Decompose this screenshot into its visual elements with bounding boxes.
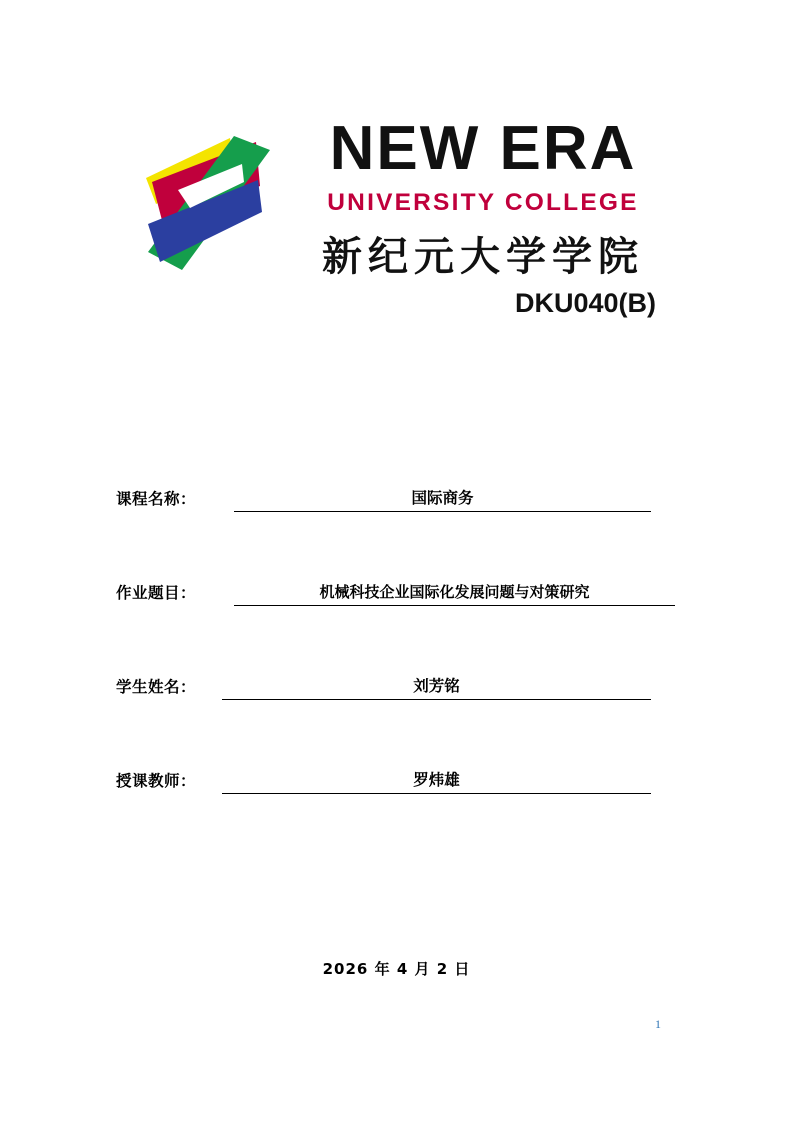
course-name-label: 课程名称： — [116, 490, 197, 508]
logo-chinese-name: 新纪元大学学院 — [322, 234, 644, 280]
logo-subtitle: UNIVERSITY COLLEGE — [327, 189, 639, 216]
assignment-title-label: 作业题目： — [116, 584, 197, 602]
course-name-value[interactable]: 国际商务 — [234, 487, 651, 512]
instructor-name-label: 授课教师： — [116, 772, 197, 790]
page-number: 1 — [655, 1017, 661, 1031]
field-row-course-name — [116, 487, 676, 517]
cover-fields — [116, 487, 676, 863]
field-row-instructor-name — [116, 769, 676, 799]
instructor-name-value[interactable]: 罗炜雄 — [222, 769, 651, 794]
field-row-student-name — [116, 675, 676, 705]
field-row-assignment-title — [116, 581, 676, 611]
new-era-flag-logo-icon — [138, 120, 298, 280]
logo-english-name: NEW ERA — [329, 114, 637, 183]
logo-wordmark — [308, 112, 658, 319]
student-name-value[interactable]: 刘芳铭 — [222, 675, 651, 700]
assignment-title-value[interactable]: 机械科技企业国际化发展问题与对策研究 — [234, 581, 675, 606]
logo-course-code: DKU040(B) — [514, 288, 656, 318]
university-logo — [138, 112, 658, 318]
student-name-label: 学生姓名： — [116, 678, 197, 696]
submission-date: 2026 年 4 月 2 日 — [322, 960, 471, 978]
